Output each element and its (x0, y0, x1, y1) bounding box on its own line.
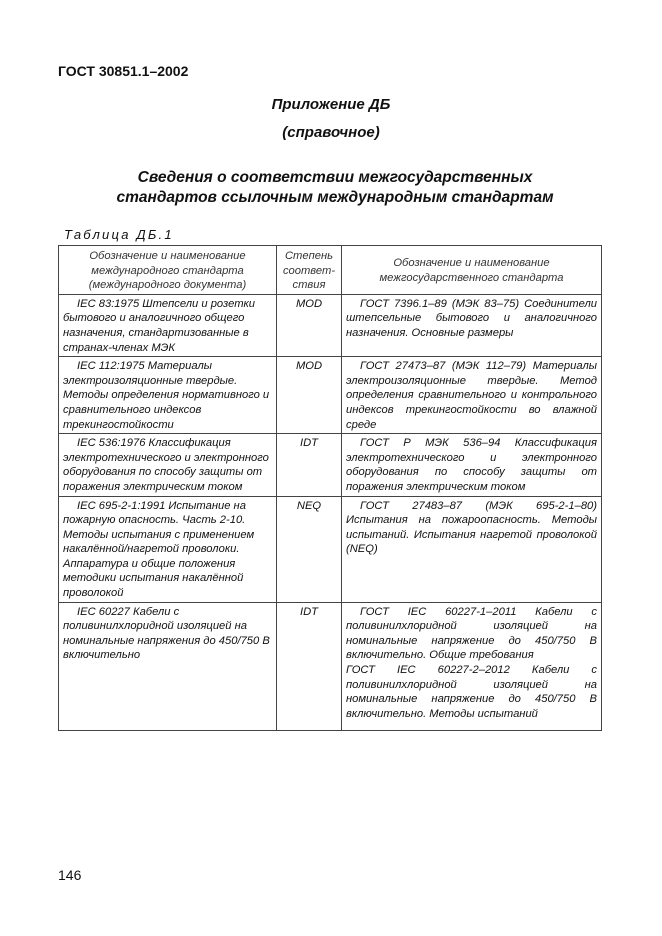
table-row (59, 602, 602, 730)
interstate-standard-text: ГОСТ Р МЭК 536–94 Классификация электротехнического и электронного оборудования по способу защиты от поражения электрическим током (346, 437, 597, 493)
interstate-standard-cell (342, 294, 602, 356)
interstate-standard-text: ГОСТ IEC 60227-1–2011 Кабели с поливинилхлоридной изоляцией на номинальные напряжение до 450/750 В включительно. Общие требования (346, 605, 597, 662)
degree-cell: MOD (277, 357, 342, 434)
column-header-degree: Степень соответ-ствия (277, 246, 342, 295)
interstate-standard-cell (342, 602, 602, 730)
degree-cell: IDT (277, 434, 342, 496)
section-heading-line-1: Сведения о соответствии межгосударственных (137, 169, 533, 186)
table-row (59, 357, 602, 434)
international-standard-text: IEC 83:1975 Штепсели и розетки бытового и аналогичного общего назначения, стандартизованные в странах-членах МЭК (63, 297, 256, 354)
document-id: ГОСТ 30851.1–2002 (58, 63, 189, 79)
interstate-standard-cell (342, 434, 602, 496)
interstate-standard-text: ГОСТ 7396.1–89 (МЭК 83–75) Соединители штепсельные бытового и аналогичного назначения. Основные размеры (346, 297, 597, 339)
table-header-row (59, 246, 602, 295)
table-caption: Таблица ДБ.1 (64, 227, 174, 242)
international-standard-cell (59, 294, 277, 356)
international-standard-text: IEC 695-2-1:1991 Испытание на пожарную опасность. Часть 2-10. Методы испытания с применением накалённой/нагретой проволоки. Аппаратура и общие положения методики испытания накалённой проволокой (63, 499, 255, 600)
interstate-standard-entry (346, 605, 597, 663)
interstate-standard-cell (342, 496, 602, 602)
column-header-interstate: Обозначение и наименование межгосударственного стандарта (342, 246, 602, 295)
degree-cell: NEQ (277, 496, 342, 602)
international-standard-text: IEC 60227 Кабели с поливинилхлоридной изоляцией на номинальные напряжения до 450/750 В включительно (63, 605, 270, 662)
international-standard-cell (59, 434, 277, 496)
interstate-standard-text: ГОСТ 27473–87 (МЭК 112–79) Материалы электроизоляционные твердые. Метод определения сравнительного и контрольного индексов трекингостойкости во влажной среде (346, 360, 597, 431)
international-standard-cell (59, 357, 277, 434)
international-standard-text: IEC 536:1976 Классификация электротехнического и электронного оборудования по способу защиты от поражения электрическим током (63, 437, 269, 493)
international-standard-text: IEC 112:1975 Материалы электроизоляционные твердые. Методы определения нормативного и сравнительного индексов трекингостойкости (63, 360, 270, 431)
table-row (59, 496, 602, 602)
degree-cell: IDT (277, 602, 342, 730)
table-row (59, 294, 602, 356)
column-header-international: Обозначение и наименование международного стандарта (международного документа) (59, 246, 277, 295)
appendix-subtitle: (справочное) (282, 124, 380, 141)
section-heading-line-2: стандартов ссылочным международным стандартам (116, 189, 554, 206)
table-row (59, 434, 602, 496)
interstate-standard-cell (342, 357, 602, 434)
section-heading (70, 168, 600, 208)
appendix-title: Приложение ДБ (271, 96, 391, 113)
page-number: 146 (58, 867, 82, 883)
degree-cell: MOD (277, 294, 342, 356)
interstate-standard-text: ГОСТ 27483–87 (МЭК 695-2-1–80) Испытания на пожароопасность. Методы испытаний. Испытания нагретой проволокой (NEQ) (346, 499, 597, 556)
international-standard-cell (59, 602, 277, 730)
standards-table (58, 245, 602, 731)
interstate-standard-entry: ГОСТ IEC 60227-2–2012 Кабели с поливинилхлоридной изоляцией на номинальные напряжение до 450/750 В включительно. Методы испытаний (346, 664, 597, 720)
international-standard-cell (59, 496, 277, 602)
